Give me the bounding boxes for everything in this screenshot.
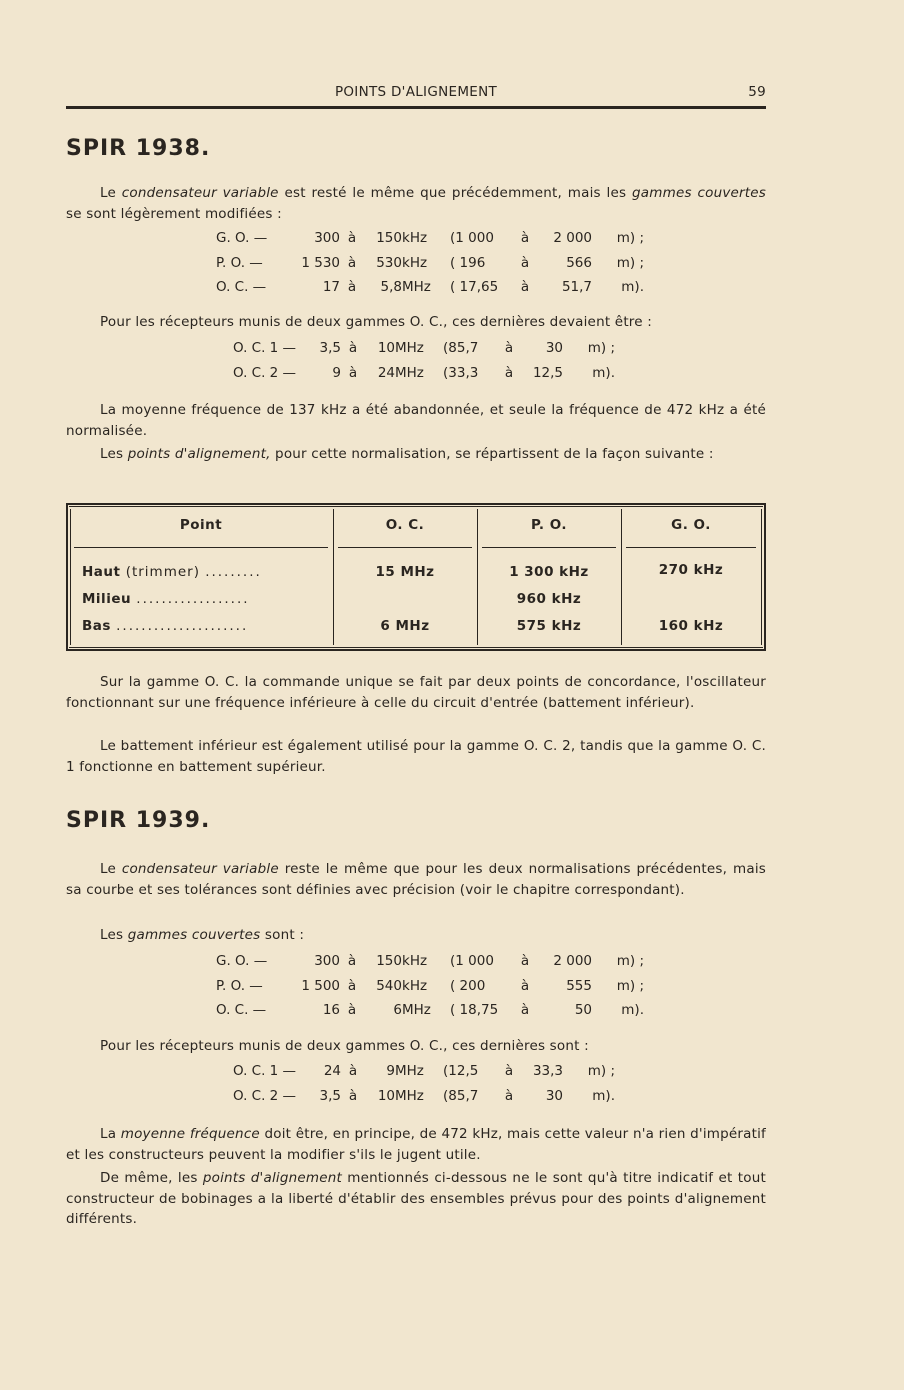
paragraph-1938-mf: La moyenne fréquence de 137 kHz a été abandonnée, et seule la fréquence de 472 kHz a été normalisée. (66, 402, 766, 439)
paragraph-1938-points: Les points d'alignement, pour cette normalisation, se répartissent de la façon suivante : (100, 446, 714, 462)
range-value: G. O. — (216, 953, 268, 969)
table-cell: 1 300 kHz (509, 564, 589, 580)
range-value: à (347, 1002, 357, 1018)
range-value: 9 (332, 364, 341, 381)
table-row-label: Bas ..................... (82, 618, 249, 634)
range-value: 24 (323, 1063, 341, 1079)
range-value: à (348, 1087, 358, 1104)
ranges-1939 (216, 949, 644, 1023)
table-cell: 575 kHz (516, 618, 582, 634)
range-line (233, 1084, 615, 1109)
range-value: 1 500 (301, 977, 340, 994)
paragraph-1938-oc: Pour les récepteurs munis de deux gammes O. C., ces dernières devaient être : (100, 314, 653, 330)
range-value: m) ; (587, 340, 615, 356)
range-value: G. O. — (216, 230, 268, 246)
range-line (216, 226, 644, 251)
range-value: à (347, 977, 357, 994)
range-value: ( 18,75 (450, 1002, 499, 1018)
table-row-label: Haut (trimmer) ......... (82, 564, 262, 580)
table-cell: 15 MHz (375, 564, 435, 580)
range-line (233, 336, 615, 361)
range-value: 6 (393, 1002, 402, 1018)
range-value: à (520, 254, 530, 271)
table-header-go: G. O. (671, 517, 711, 533)
range-value: 150 (376, 230, 402, 246)
section-title-1938: SPIR 1938. (66, 136, 211, 161)
range-value: kHz (402, 254, 428, 271)
range-value: à (520, 977, 530, 994)
paragraph-1939-mf: La moyenne fréquence doit être, en principe, de 472 kHz, mais cette valeur n'a rien d'impératif et les constructeurs peuvent la modifier s'ils le jugent utile. (66, 1126, 767, 1163)
range-value: à (347, 279, 357, 295)
range-value: à (348, 364, 358, 381)
range-line (216, 974, 644, 999)
range-value: 17 (322, 279, 340, 295)
range-value: (12,5 (443, 1063, 479, 1079)
table-cell: 6 MHz (380, 618, 430, 634)
range-value: 540 (376, 977, 402, 994)
range-value: 2 000 (553, 230, 592, 246)
range-value: 2 000 (553, 953, 592, 969)
range-value: à (348, 1063, 358, 1079)
range-value: O. C. — (216, 279, 267, 295)
table-header-po: P. O. (530, 517, 568, 533)
range-value: (85,7 (443, 1087, 479, 1104)
range-value: à (504, 340, 514, 356)
range-value: à (520, 230, 530, 246)
range-line (233, 1059, 615, 1084)
range-value: 16 (322, 1002, 340, 1018)
range-value: kHz (402, 977, 428, 994)
range-value: 10 (377, 1087, 395, 1104)
range-value: à (520, 279, 530, 295)
paragraph-1938-concordance: Sur la gamme O. C. la commande unique se fait par deux points de concordance, l'oscillateur fonctionnant sur une fréquence inférieure à celle du circuit d'entrée (battement inférieur). (66, 674, 766, 711)
paragraph-1939-intro: Le condensateur variable reste le même que pour les deux normalisations précédentes, mais sa courbe et ses tolérances sont définies avec précision (voir le chapitre correspondant). (66, 861, 767, 898)
paragraph-1938-battement: Le battement inférieur est également utilisé pour la gamme O. C. 2, tandis que la gamme O. C. 1 fonctionne en battement supérieur. (66, 738, 766, 775)
range-value: m). (621, 279, 644, 295)
table-cell: 160 kHz (658, 618, 724, 634)
paragraph-1939-oc: Pour les récepteurs munis de deux gammes O. C., ces dernières sont : (100, 1038, 589, 1054)
range-value: 5,8 (380, 279, 402, 295)
running-title: POINTS D'ALIGNEMENT (334, 84, 498, 100)
table-cell: 960 kHz (516, 591, 582, 607)
range-value: 566 (566, 254, 592, 271)
range-value: MHz (395, 1063, 424, 1079)
range-value: (85,7 (443, 340, 479, 356)
range-value: 30 (545, 340, 563, 356)
range-value: à (504, 364, 514, 381)
alignment-table (66, 503, 766, 651)
range-value: 530 (376, 254, 402, 271)
range-value: 1 530 (301, 254, 340, 271)
range-value: (1 000 (450, 953, 494, 969)
range-value: ( 200 (450, 977, 486, 994)
range-value: à (504, 1087, 514, 1104)
range-value: à (348, 340, 358, 356)
range-value: 10 (377, 340, 395, 356)
table-cell: 270 kHz (658, 562, 724, 578)
range-value: MHz (395, 364, 424, 381)
range-value: MHz (402, 1002, 431, 1018)
range-value: O. C. 1 — (233, 340, 297, 356)
range-value: MHz (395, 340, 424, 356)
table-row-label: Milieu .................. (82, 591, 250, 607)
range-value: à (504, 1063, 514, 1079)
range-value: (1 000 (450, 230, 494, 246)
range-value: 300 (314, 230, 340, 246)
range-line (216, 251, 644, 276)
range-value: 300 (314, 953, 340, 969)
range-value: m). (592, 1087, 615, 1104)
table-header-oc: O. C. (385, 517, 425, 533)
range-value: 555 (566, 977, 592, 994)
range-value: 3,5 (319, 340, 341, 356)
range-value: 51,7 (561, 279, 592, 295)
range-value: m) ; (616, 254, 644, 271)
range-value: O. C. — (216, 1002, 267, 1018)
range-line (216, 998, 644, 1023)
range-value: (33,3 (443, 364, 479, 381)
range-value: P. O. — (216, 977, 263, 994)
page-number: 59 (748, 84, 766, 100)
range-value: 12,5 (532, 364, 563, 381)
range-value: O. C. 1 — (233, 1063, 297, 1079)
oc-ranges-1938 (233, 336, 615, 385)
oc-ranges-1939 (233, 1059, 615, 1108)
range-value: kHz (402, 953, 428, 969)
range-value: m). (621, 1002, 644, 1018)
range-value: kHz (402, 230, 428, 246)
paragraph-1938-intro: Le condensateur variable est resté le même que précédemment, mais les gammes couvertes se sont légèrement modifiées : (66, 185, 766, 222)
range-line (216, 275, 644, 300)
range-value: 24 (377, 364, 395, 381)
range-value: à (520, 953, 530, 969)
range-value: 150 (376, 953, 402, 969)
range-value: à (347, 953, 357, 969)
range-value: 9 (386, 1063, 395, 1079)
range-value: m) ; (616, 230, 644, 246)
ranges-1938 (216, 226, 644, 300)
range-value: P. O. — (216, 254, 263, 271)
range-line (233, 361, 615, 386)
range-value: m) ; (616, 977, 644, 994)
range-value: 50 (574, 1002, 592, 1018)
range-value: 33,3 (532, 1063, 563, 1079)
range-value: O. C. 2 — (233, 1087, 297, 1104)
range-line (216, 949, 644, 974)
range-value: m) ; (587, 1063, 615, 1079)
range-value: ( 17,65 (450, 279, 499, 295)
range-value: 30 (545, 1087, 563, 1104)
range-value: à (347, 230, 357, 246)
range-value: à (520, 1002, 530, 1018)
range-value: MHz (402, 279, 431, 295)
header-rule (66, 106, 766, 109)
range-value: m). (592, 364, 615, 381)
range-value: à (347, 254, 357, 271)
running-header (66, 84, 766, 104)
range-value: MHz (395, 1087, 424, 1104)
range-value: m) ; (616, 953, 644, 969)
range-value: 3,5 (319, 1087, 341, 1104)
paragraph-1939-points: De même, les points d'alignement mentionnés ci-dessous ne le sont qu'à titre indicatif et tout constructeur de bobinages a la liberté d'établir des ensembles prévus pour des points d'alignement différents. (66, 1170, 766, 1227)
section-title-1939: SPIR 1939. (66, 808, 211, 833)
table-header-point: Point (179, 517, 223, 533)
range-value: O. C. 2 — (233, 364, 297, 381)
range-value: ( 196 (450, 254, 486, 271)
paragraph-1939-gammes: Les gammes couvertes sont : (100, 927, 305, 943)
